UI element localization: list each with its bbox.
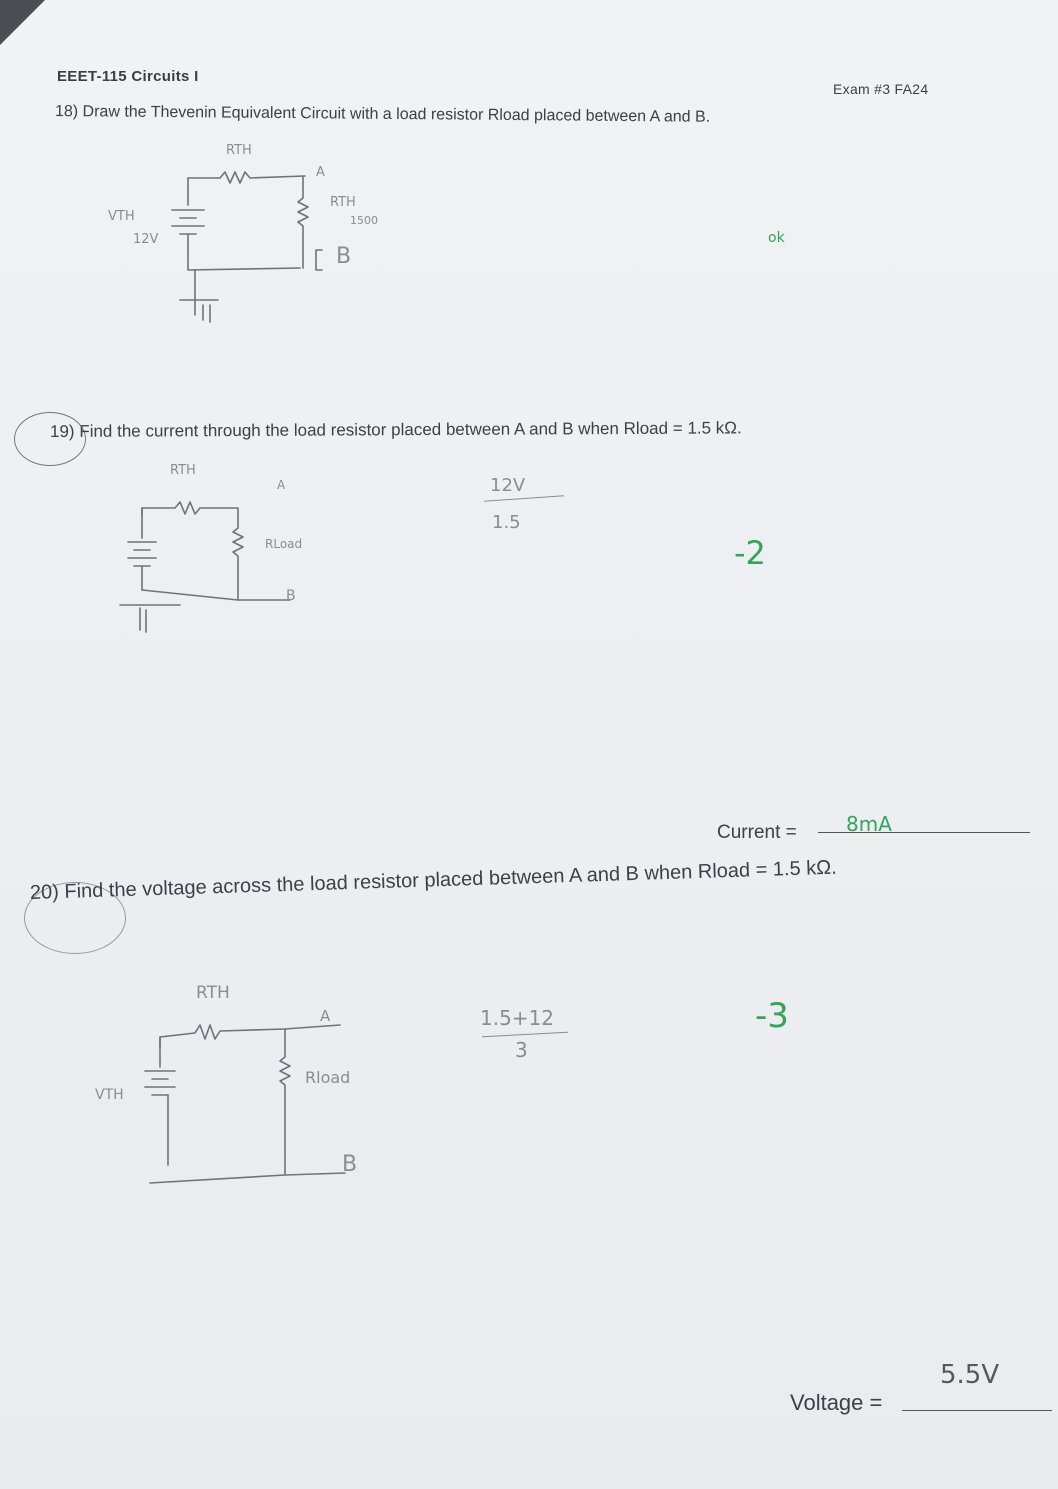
q20-answer-label: Voltage = xyxy=(790,1390,883,1415)
course-title: EEET-115 Circuits I xyxy=(57,68,199,85)
q20-work-denominator: 3 xyxy=(515,1038,528,1062)
question-19-text: 19) Find the current through the load resistor placed between A and B when Rload = 1.5 kΩ. xyxy=(49,418,742,441)
q20-rload-label: Rload xyxy=(305,1068,351,1087)
q18-grade-mark: ok xyxy=(768,230,785,246)
q19-work-numerator: 12V xyxy=(490,475,526,496)
q20-work-fraction-bar xyxy=(482,1032,568,1037)
q20-node-a: A xyxy=(320,1007,331,1025)
q18-vth-value: 12V xyxy=(133,232,159,247)
q20-grade-mark: -3 xyxy=(755,996,789,1036)
q18-rth-top-label: RTH xyxy=(226,143,252,158)
q18-rth-side-value: 1500 xyxy=(350,214,378,227)
q19-work-denominator: 1.5 xyxy=(492,512,521,533)
q20-work-numerator: 1.5+12 xyxy=(480,1006,555,1030)
q19-rth-label: RTH xyxy=(170,463,196,478)
q19-node-a: A xyxy=(277,478,286,492)
exam-title: Exam #3 FA24 xyxy=(833,81,929,97)
q19-rload-label: RLoad xyxy=(265,537,303,551)
q20-circuit-diagram xyxy=(110,1005,410,1205)
q20-rth-label: RTH xyxy=(196,983,230,1003)
q20-vth-label: VTH xyxy=(95,1087,124,1103)
page-corner-shadow xyxy=(0,0,45,45)
q19-grade-mark: -2 xyxy=(734,534,766,572)
q19-node-b: B xyxy=(286,588,296,604)
q19-answer-label: Current = xyxy=(717,822,797,843)
q19-work-fraction-bar xyxy=(484,495,564,502)
q20-node-b: B xyxy=(342,1152,358,1177)
q18-node-a: A xyxy=(316,165,325,180)
question-20-text: 20) Find the voltage across the load resistor placed between A and B when Rload = 1.5 kΩ. xyxy=(29,856,838,904)
question-18-text: 18) Draw the Thevenin Equivalent Circuit with a load resistor Rload placed between A and B. xyxy=(54,103,711,126)
q19-answer-value: 8mA xyxy=(846,812,892,836)
q20-answer-line xyxy=(902,1396,1052,1411)
q20-answer-value: 5.5V xyxy=(940,1360,1000,1390)
q18-vth-label: VTH xyxy=(108,209,135,224)
q19-circuit-diagram xyxy=(120,490,360,640)
q18-node-b: B xyxy=(336,244,352,269)
q18-rth-side-label: RTH xyxy=(330,195,356,210)
